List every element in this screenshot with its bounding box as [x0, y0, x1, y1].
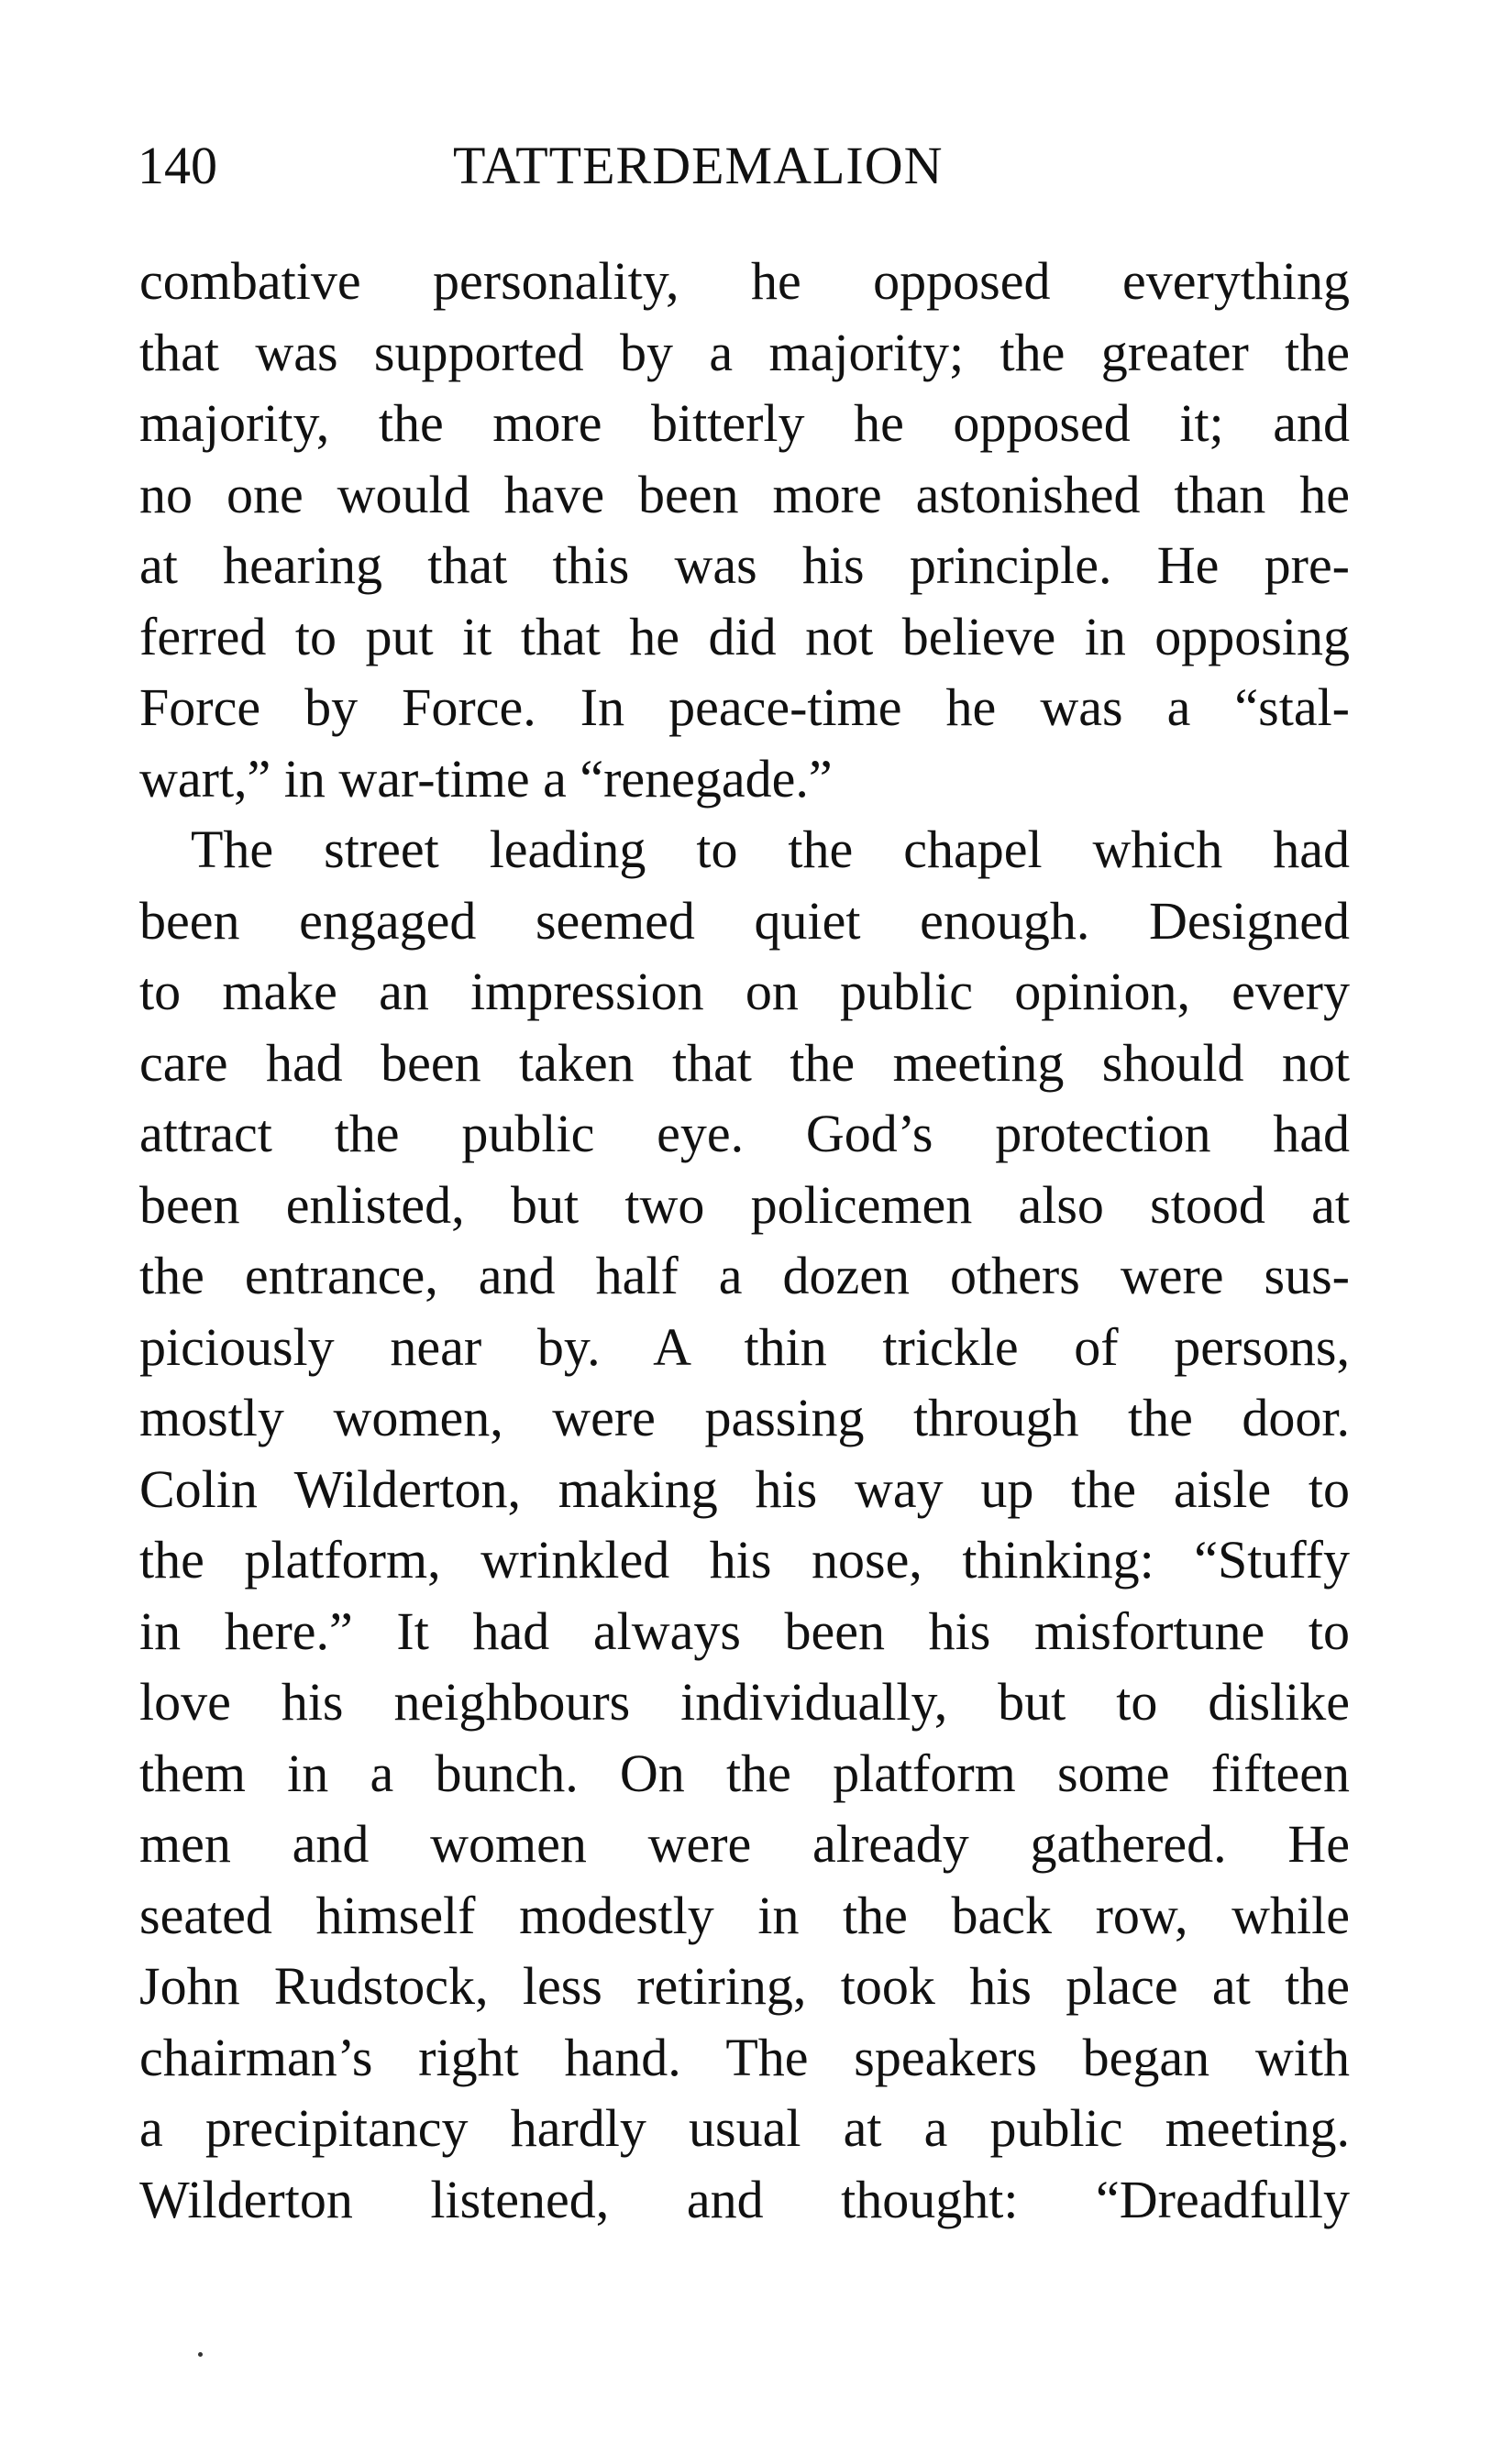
print-speck	[198, 2352, 203, 2357]
running-title: TATTERDEMALION	[453, 136, 944, 195]
text-line: Force by Force. In peace-time he was a “stal-	[139, 677, 1350, 737]
text-line: that was supported by a majority; the greater the	[139, 322, 1350, 382]
text-line: been engaged seemed quiet enough. Designed	[139, 890, 1350, 951]
text-line: mostly women, were passing through the door.	[139, 1388, 1350, 1447]
text-line: attract the public eye. God’s protection had	[139, 1104, 1350, 1163]
text-line: wart,” in war-time a “renegade.”	[139, 748, 833, 808]
text-line: ferred to put it that he did not believe in opposing	[139, 606, 1350, 666]
text-line: combative personality, he opposed everything	[139, 251, 1350, 311]
text-line: love his neighbours individually, but to dislike	[139, 1672, 1350, 1732]
text-line: at hearing that this was his principle. He pre-	[139, 535, 1350, 595]
text-line: seated himself modestly in the back row, while	[139, 1885, 1350, 1945]
text-line: men and women were already gathered. He	[139, 1814, 1350, 1874]
text-line: them in a bunch. On the platform some fifteen	[139, 1743, 1350, 1803]
text-line: been enlisted, but two policemen also stood at	[139, 1174, 1350, 1235]
text-line: a precipitancy hardly usual at a public meeting.	[139, 2098, 1350, 2158]
text-line: Colin Wilderton, making his way up the aisle to	[139, 1458, 1350, 1519]
text-line: to make an impression on public opinion, every	[139, 962, 1350, 1021]
text-line: in here.” It had always been his misfortune to	[139, 1600, 1350, 1661]
page-header	[138, 134, 1366, 198]
text-line: piciously near by. A thin trickle of persons,	[139, 1316, 1350, 1377]
text-line: care had been taken that the meeting should not	[139, 1032, 1350, 1093]
page-number: 140	[138, 136, 217, 195]
text-line: no one would have been more astonished than he	[139, 464, 1350, 524]
text-line: Wilderton listened, and thought: “Dreadfully	[139, 2169, 1350, 2229]
text-line: majority, the more bitterly he opposed it; and	[139, 393, 1350, 453]
text-line: the platform, wrinkled his nose, thinking: “Stuffy	[139, 1530, 1350, 1590]
text-line: chairman’s right hand. The speakers began with	[139, 2027, 1350, 2087]
text-line: the entrance, and half a dozen others were sus-	[139, 1246, 1350, 1305]
text-line: John Rudstock, less retiring, took his place at the	[139, 1956, 1350, 2016]
text-line: The street leading to the chapel which had	[191, 820, 1350, 879]
body-text	[139, 246, 1350, 2235]
